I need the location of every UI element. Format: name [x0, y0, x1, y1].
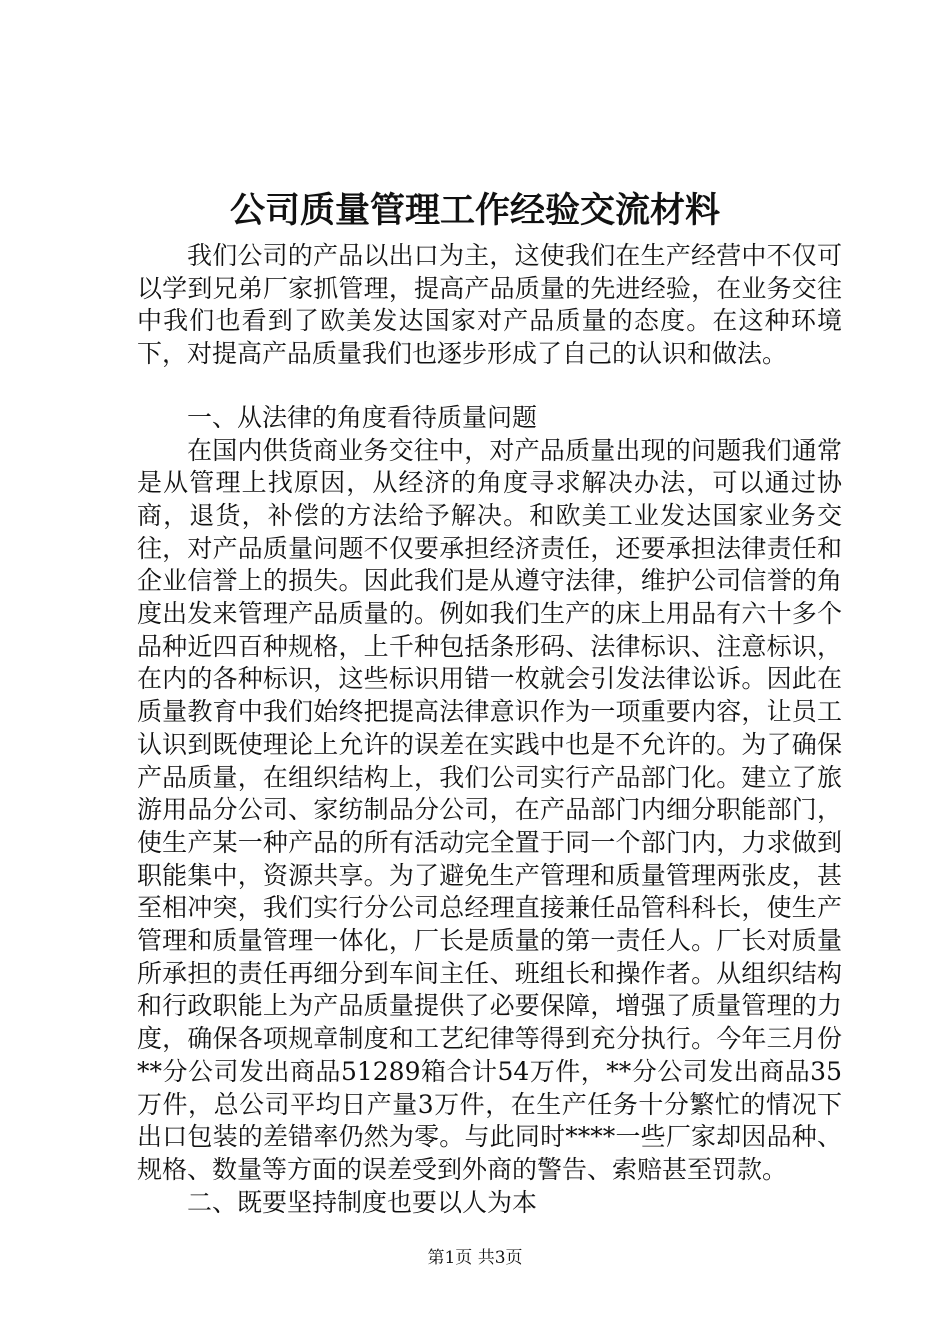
section-heading-1: 一、从法律的角度看待质量问题 — [187, 402, 538, 432]
section-heading-2: 二、既要坚持制度也要以人为本 — [187, 1187, 538, 1217]
section-paragraph-1: 在国内供货商业务交往中，对产品质量出现的问题我们通常是从管理上找原因，从经济的角度寻求解决办法，可以通过协商，退货，补偿的方法给予解决。和欧美工业发达国家业务交往，对产品质量问题不仅要承担经济责任，还要承担法律责任和企业信誉上的损失。因此我们是从遵守法律，维护公司信誉的角度出发来管理产品质量的。例如我们生产的床上用品有六十多个品种近四百种规格，上千种包括条形码、法律标识、注意标识，在内的各种标识，这些标识用错一枚就会引发法律讼诉。因此在质量教育中我们始终把提高法律意识作为一项重要内容，让员工认识到既使理论上允许的误差在实践中也是不允许的。为了确保产品质量，在组织结构上，我们公司实行产品部门化。建立了旅游用品分公司、家纺制品分公司，在产品部门内细分职能部门，使生产某一种产品的所有活动完全置于同一个部门内，力求做到职能集中，资源共享。为了避免生产管理和质量管理两张皮，甚至相冲突，我们实行分公司总经理直接兼任品管科科长，使生产管理和质量管理一体化，厂长是质量的第一责任人。厂长对质量所承担的责任再细分到车间主任、班组长和操作者。从组织结构和行政职能上为产品质量提供了必要保障，增强了质量管理的力度，确保各项规章制度和工艺纪律等得到充分执行。今年三月份**分公司发出商品51289箱合计54万件，**分公司发出商品35万件，总公司平均日产量3万件，在生产任务十分繁忙的情况下出口包装的差错率仍然为零。与此同时****一些厂家却因品种、规格、数量等方面的误差受到外商的警告、索赔甚至罚款。 — [137, 435, 842, 1184]
page-footer: 第1页 共3页 — [427, 1248, 523, 1268]
intro-paragraph: 我们公司的产品以出口为主，这使我们在生产经营中不仅可以学到兄弟厂家抓管理，提高产品质量的先进经验，在业务交往中我们也看到了欧美发达国家对产品质量的态度。在这种环境下，对提高产品质量我们也逐步形成了自己的认识和做法。 — [137, 241, 842, 369]
document-title: 公司质量管理工作经验交流材料 — [229, 190, 720, 231]
document-body — [137, 240, 842, 1219]
